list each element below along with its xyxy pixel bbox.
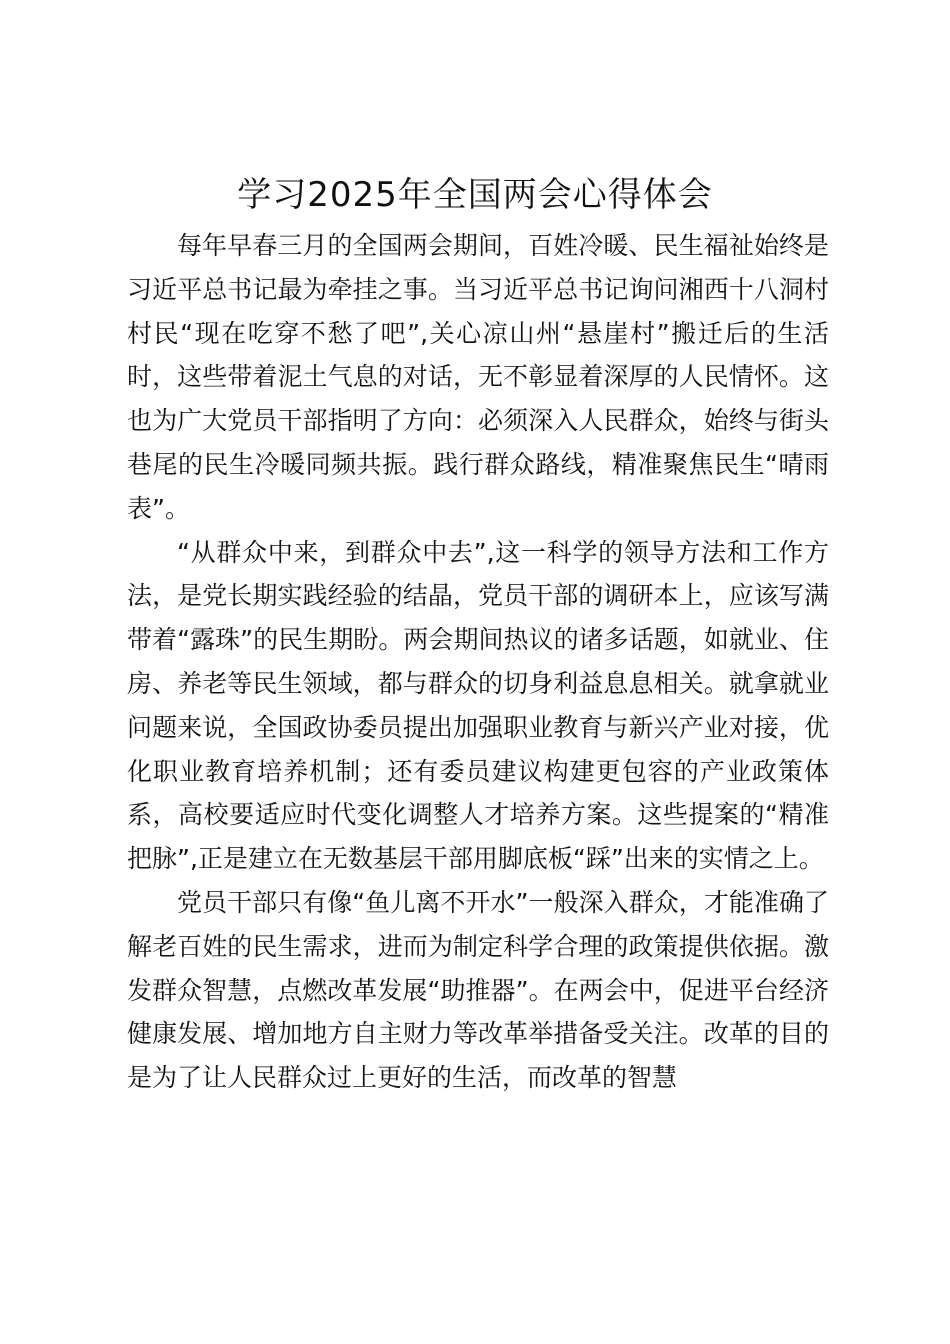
paragraph-1: 每年早春三月的全国两会期间，百姓冷暖、民生福祉始终是习近平总书记最为牵挂之事。当习近平总书记询问湘西十八洞村村民“现在吃穿不愁了吧”,关心凉山州“悬崖村”搬迁后的生活时，这些带着泥土气息的对话，无不彰显着深厚的人民情怀。这也为广大党员干部指明了方向：必须深入人民群众，始终与街头巷尾的民生冷暖同频共振。践行群众路线，精准聚焦民生“晴雨表”。: [127, 231, 829, 523]
document-body: [127, 224, 829, 1100]
paragraph-2: “从群众中来，到群众中去”,这一科学的领导方法和工作方法，是党长期实践经验的结晶，党员干部的调研本上，应该写满带着“露珠”的民生期盼。两会期间热议的诸多话题，如就业、住房、养老等民生领域，都与群众的切身利益息息相关。就拿就业问题来说，全国政协委员提出加强职业教育与新兴产业对接，优化职业教育培养机制；还有委员建议构建更包容的产业政策体系，高校要适应时代变化调整人才培养方案。这些提案的“精准把脉”,正是建立在无数基层干部用脚底板“踩”出来的实情之上。: [127, 537, 829, 874]
document-title: 学习2025年全国两会心得体会: [237, 175, 713, 215]
paragraph-3: 党员干部只有像“鱼儿离不开水”一般深入群众，才能准确了解老百姓的民生需求，进而为制定科学合理的政策提供依据。激发群众智慧，点燃改革发展“助推器”。在两会中，促进平台经济健康发展、增加地方自主财力等改革举措备受关注。改革的目的是为了让人民群众过上更好的生活，而改革的智慧: [127, 887, 829, 1093]
